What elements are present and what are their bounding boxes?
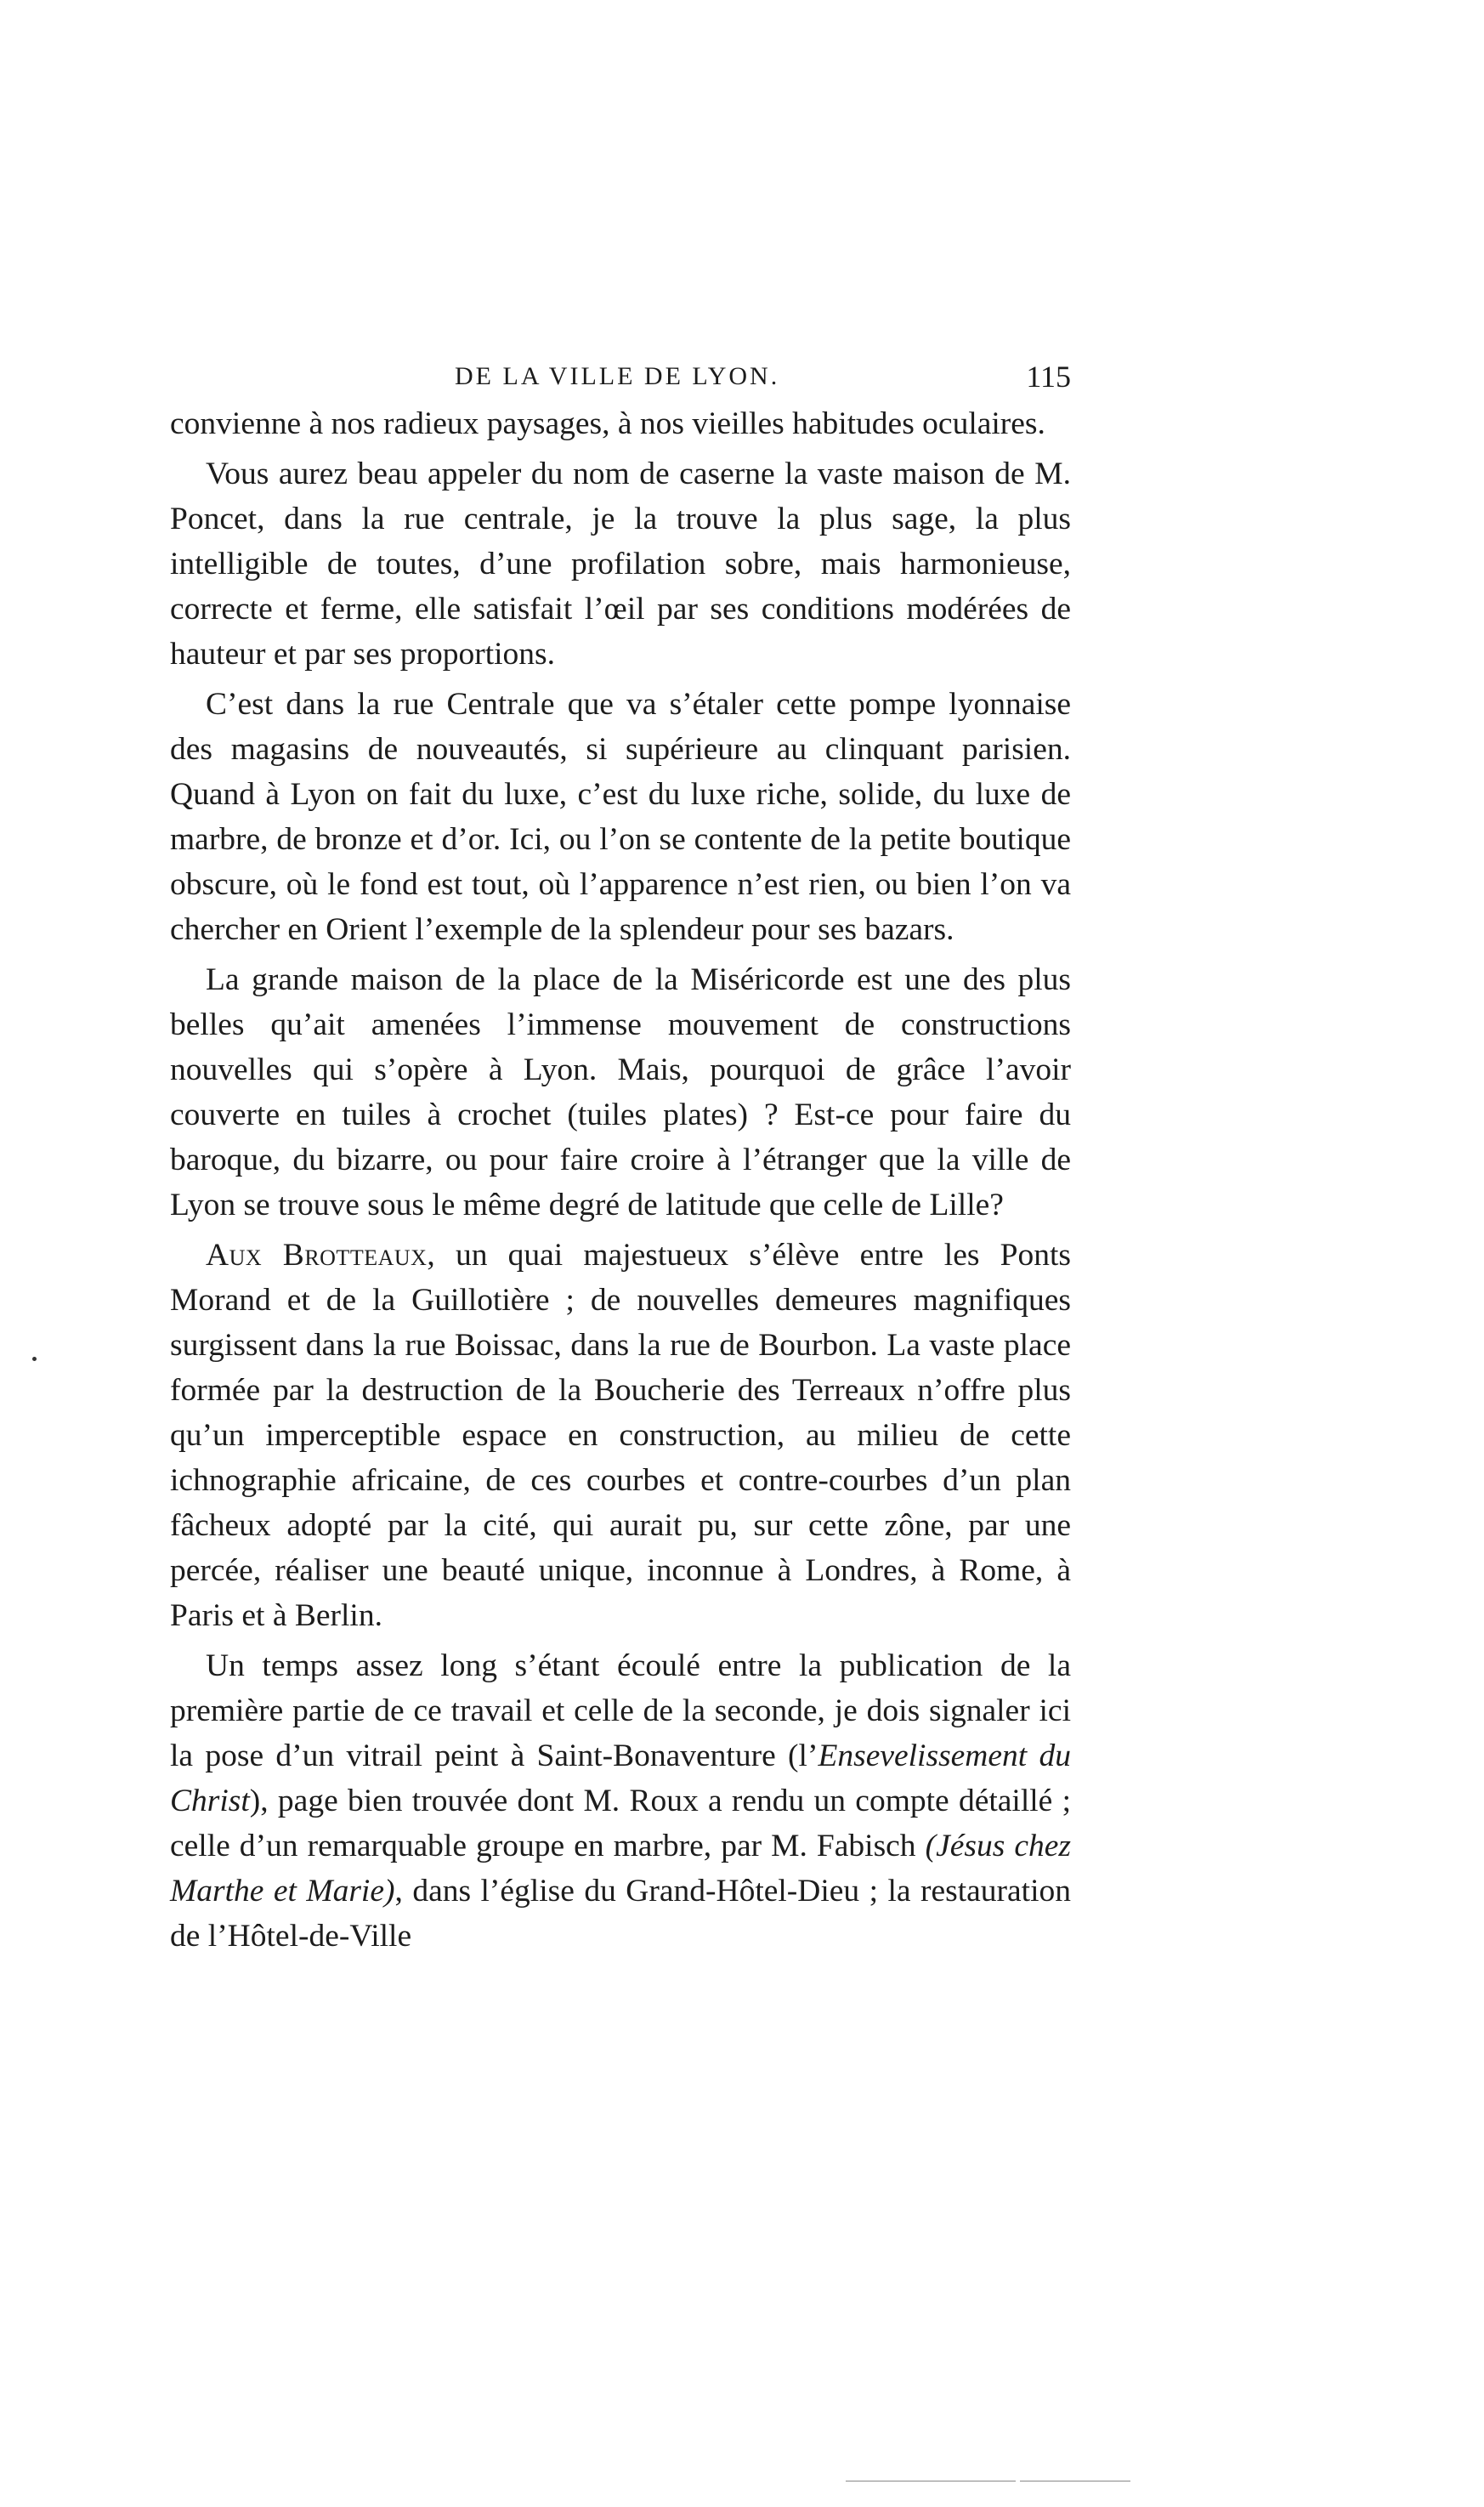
running-title: DE LA VILLE DE LYON. xyxy=(455,362,780,390)
paragraph xyxy=(170,957,1071,1228)
paragraph-text: Un temps assez long s’étant écoulé entre la publication de la première partie de ce travail et celle de la seconde, je dois signaler ici la pose d’un vitrail peint à Saint-Bonaventure (l’ xyxy=(170,1648,1071,1773)
paragraph-text: , dans l’église du Grand-Hôtel-Dieu ; la restauration de l’Hôtel-de-Ville xyxy=(170,1874,1072,1954)
paragraph xyxy=(170,1643,1071,1959)
paragraph-text: Vous aurez beau appeler du nom de caserne la vaste maison de M. Poncet, dans la rue centrale, je la trouve la plus sage, la plus intelligible de toutes, d’une profilation sobre, mais harmonieuse, correcte et ferme, elle satisfait l’œil par ses conditions modérées de hauteur et par ses proportions. xyxy=(170,457,1071,672)
paragraph-text: , un quai majestueux s’élève entre les Ponts Morand et de la Guillotière ; de nouvelles demeures magnifiques surgissent dans la rue Boissac, dans la rue de Bourbon. La vaste place formée par la destruction de la Boucherie des Terreaux n’offre plus qu’un imperceptible espace en construction, au milieu de cette ichnographie africaine, de ces courbes et contre-courbes d’un plan fâcheux adopté par la cité, qui aurait pu, sur cette zône, par une percée, réaliser une beauté unique, inconnue à Londres, à Rome, à Paris et à Berlin. xyxy=(170,1238,1071,1633)
paragraph-text: convienne à nos radieux paysages, à nos vieilles habitudes oculaires. xyxy=(170,406,1045,441)
page-number: 115 xyxy=(1026,360,1071,394)
running-header xyxy=(170,355,1071,398)
paragraph-text: ), page bien trouvée dont M. Roux a rendu un compte détaillé ; celle d’un remarquable groupe en marbre, par M. Fabisch xyxy=(170,1784,1071,1863)
paragraph-text: La grande maison de la place de la Miséricorde est une des plus belles qu’ait amenées l’immense mouvement de constructions nouvelles qui s’opère à Lyon. Mais, pourquoi de grâce l’avoir couverte en tuiles à crochet (tuiles plates) ? Est-ce pour faire du baroque, du bizarre, ou pour faire croire à l’étranger que la ville de Lyon se trouve sous le même degré de latitude que celle de Lille? xyxy=(170,962,1071,1222)
italic-title: Ensevelissement du Christ xyxy=(170,1738,1072,1818)
body-text xyxy=(170,401,1071,1964)
paragraph xyxy=(170,451,1071,677)
smallcaps-text: Aux Brotteaux xyxy=(206,1238,428,1273)
paragraph xyxy=(170,401,1071,446)
italic-title: (Jésus chez Marthe et Marie) xyxy=(170,1829,1071,1909)
paragraph-text: C’est dans la rue Centrale que va s’étaler cette pompe lyonnaise des magasins de nouveautés, si supérieure au clinquant parisien. Quand à Lyon on fait du luxe, c’est du luxe riche, solide, du luxe de marbre, de bronze et d’or. Ici, ou l’on se contente de la petite boutique obscure, où le fond est tout, où l’apparence n’est rien, ou bien l’on va chercher en Orient l’exemple de la splendeur pour ses bazars. xyxy=(170,687,1071,947)
paragraph xyxy=(170,682,1071,952)
margin-mark xyxy=(32,1357,37,1361)
paragraph xyxy=(170,1233,1071,1638)
